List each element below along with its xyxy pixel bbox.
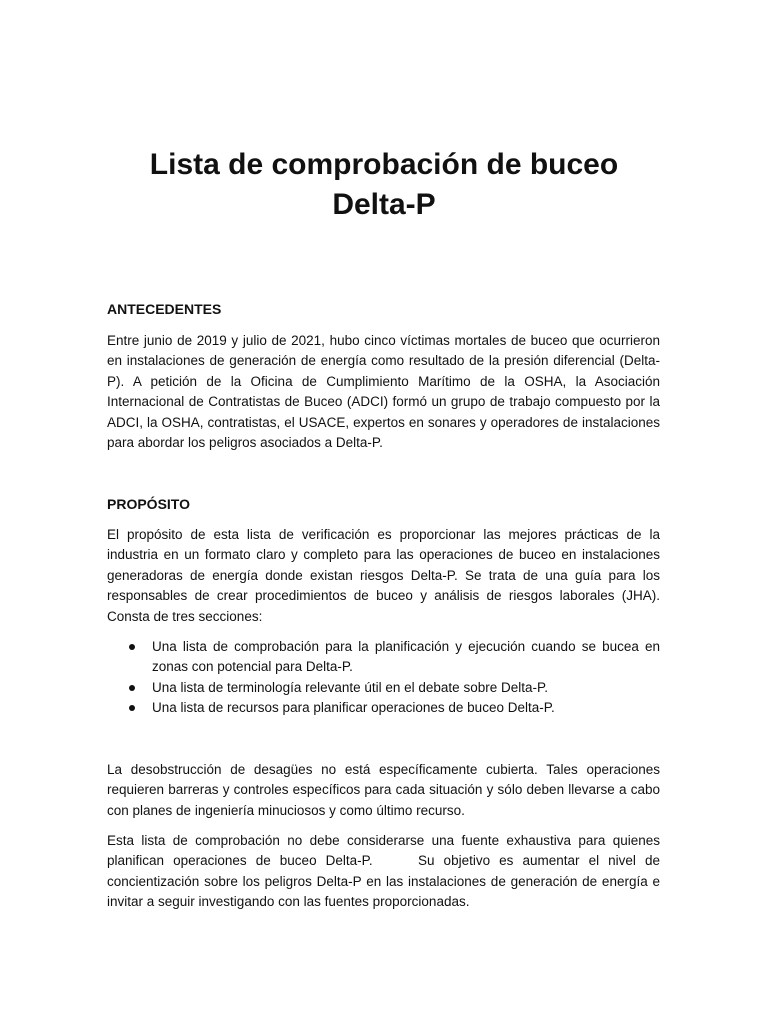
bullet-item-resources — [107, 698, 660, 718]
bullet-text: Una lista de terminología relevante útil en el debate sobre Delta-P. — [152, 679, 548, 695]
sections-bullet-list — [107, 637, 660, 719]
bullet-icon — [129, 685, 135, 691]
bullet-text: Una lista de comprobación para la planificación y ejecución cuando se bucea en zonas con potencial para Delta-P. — [152, 639, 660, 675]
bullet-icon — [129, 705, 135, 711]
note-paragraph-alcance: Esta lista de comprobación no debe considerarse una fuente exhaustiva para quienes planifican operaciones de buceo Delta-P. Su objetivo es aumentar el nivel de concientización sobre los peligros Delta-P en las instalaciones de generación de energía e invitar a seguir investigando con las fuentes proporcionadas. — [107, 833, 664, 910]
document-title: Lista de comprobación de buceo Delta-P — [149, 148, 619, 221]
proposito-paragraph: El propósito de esta lista de verificación es proporcionar las mejores prácticas de la industria en un formato claro y completo para las operaciones de buceo en instalaciones generadoras de energía donde existan riesgos Delta-P. Se trata de una guía para los responsables de crear procedimientos de buceo y análisis de riesgos laborales (JHA). Consta de tres secciones: — [107, 527, 660, 624]
bullet-icon — [129, 644, 135, 650]
bullet-item-checklist — [107, 637, 660, 678]
antecedentes-paragraph: Entre junio de 2019 y julio de 2021, hubo cinco víctimas mortales de buceo que ocurrieron en instalaciones de generación de energía como resultado de la presión diferencial (Delta-P). A petición de la Oficina de Cumplimiento Marítimo de la OSHA, la Asociación Internacional de Contratistas de Buceo (ADCI) formó un grupo de trabajo compuesto por la ADCI, la OSHA, contratistas, el USACE, expertos en sonares y operadores de instalaciones para abordar los peligros asociados a Delta-P. — [107, 333, 660, 451]
bullet-item-terminology — [107, 678, 660, 698]
bullet-text: Una lista de recursos para planificar operaciones de buceo Delta-P. — [152, 700, 555, 716]
note-paragraph-desobstruccion: La desobstrucción de desagües no está específicamente cubierta. Tales operaciones requieren barreras y controles específicos para cada situación y sólo deben llevarse a cabo con planes de ingeniería minuciosos y como último recurso. — [107, 762, 660, 818]
section-heading-proposito: PROPÓSITO — [107, 496, 190, 512]
section-heading-antecedentes: ANTECEDENTES — [107, 301, 222, 317]
